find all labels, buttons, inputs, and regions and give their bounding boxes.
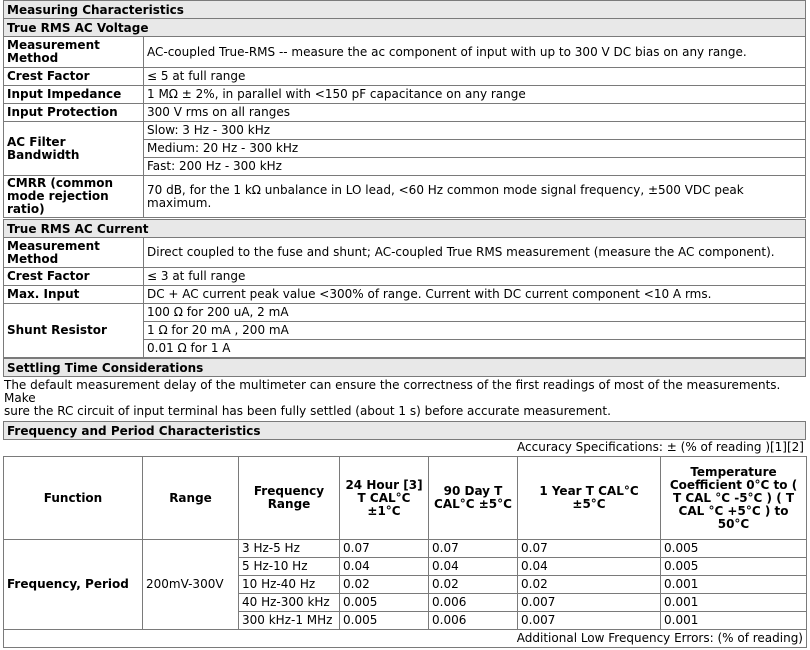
y1-cell: 0.007 <box>518 594 661 612</box>
range-cell: 200mV-300V <box>143 540 239 630</box>
settling-text-line-2: sure the RC circuit of input terminal has been fully settled (about 1 s) before accurate measurement. <box>4 404 611 418</box>
freq-cell: 300 kHz-1 MHz <box>239 612 340 630</box>
temp-cell: 0.001 <box>661 576 807 594</box>
header-temperature-coefficient: Temperature Coefficient 0°C to ( T CAL °C -5°C ) ( T CAL °C +5°C ) to 50°C <box>661 457 807 540</box>
temp-cell: 0.001 <box>661 612 807 630</box>
temp-cell: 0.005 <box>661 558 807 576</box>
header-range: Range <box>143 457 239 540</box>
ac-current-crest-label: Crest Factor <box>4 268 144 286</box>
header-function: Function <box>4 457 143 540</box>
header-24-hour: 24 Hour [3] T CAL°C ±1°C <box>340 457 429 540</box>
section-ac-voltage: True RMS AC Voltage <box>3 18 806 37</box>
ac-voltage-crest-label: Crest Factor <box>4 68 144 86</box>
shunt-r1: 100 Ω for 200 uA, 2 mA <box>144 304 806 322</box>
h24-cell: 0.005 <box>340 612 429 630</box>
section-measuring-characteristics: Measuring Characteristics <box>3 0 806 19</box>
temp-cell: 0.005 <box>661 540 807 558</box>
ac-voltage-impedance-label: Input Impedance <box>4 86 144 104</box>
h24-cell: 0.07 <box>340 540 429 558</box>
ac-voltage-method-label: Measurement Method <box>4 37 144 68</box>
d90-cell: 0.07 <box>429 540 518 558</box>
ac-voltage-method-value: AC-coupled True-RMS -- measure the ac component of input with up to 300 V DC bias on any range. <box>144 37 806 68</box>
d90-cell: 0.04 <box>429 558 518 576</box>
ac-voltage-protection-label: Input Protection <box>4 104 144 122</box>
d90-cell: 0.006 <box>429 594 518 612</box>
ac-filter-medium: Medium: 20 Hz - 300 kHz <box>144 140 806 158</box>
shunt-label: Shunt Resistor <box>4 304 144 358</box>
header-1-year: 1 Year T CAL°C ±5°C <box>518 457 661 540</box>
function-cell: Frequency, Period <box>4 540 143 630</box>
cmrr-label: CMRR (common mode rejection ratio) <box>4 176 144 218</box>
low-frequency-errors-note: Additional Low Frequency Errors: (% of reading) <box>4 630 807 648</box>
ac-current-crest-value: ≤ 3 at full range <box>144 268 806 286</box>
section-frequency: Frequency and Period Characteristics <box>3 421 806 440</box>
h24-cell: 0.02 <box>340 576 429 594</box>
ac-voltage-table <box>3 36 806 218</box>
frequency-table <box>3 456 807 648</box>
accuracy-note: Accuracy Specifications: ± (% of reading )[1][2] <box>517 440 804 454</box>
ac-voltage-impedance-value: 1 MΩ ± 2%, in parallel with <150 pF capacitance on any range <box>144 86 806 104</box>
table-row <box>4 540 807 558</box>
h24-cell: 0.04 <box>340 558 429 576</box>
ac-filter-label: AC Filter Bandwidth <box>4 122 144 176</box>
y1-cell: 0.04 <box>518 558 661 576</box>
section-ac-current: True RMS AC Current <box>3 219 806 238</box>
freq-cell: 40 Hz-300 kHz <box>239 594 340 612</box>
header-frequency-range: Frequency Range <box>239 457 340 540</box>
ac-current-method-label: Measurement Method <box>4 238 144 268</box>
ac-voltage-protection-value: 300 V rms on all ranges <box>144 104 806 122</box>
settling-text-line-1: The default measurement delay of the multimeter can ensure the correctness of the first readings of most of the measurements. Make <box>4 378 781 405</box>
ac-current-table <box>3 237 806 358</box>
d90-cell: 0.006 <box>429 612 518 630</box>
shunt-r2: 1 Ω for 20 mA , 200 mA <box>144 322 806 340</box>
header-90-day: 90 Day T CAL°C ±5°C <box>429 457 518 540</box>
cmrr-value: 70 dB, for the 1 kΩ unbalance in LO lead, <60 Hz common mode signal frequency, ±500 VDC peak maximum. <box>144 176 806 218</box>
section-settling: Settling Time Considerations <box>3 358 806 377</box>
freq-cell: 10 Hz-40 Hz <box>239 576 340 594</box>
temp-cell: 0.001 <box>661 594 807 612</box>
h24-cell: 0.005 <box>340 594 429 612</box>
ac-current-method-value: Direct coupled to the fuse and shunt; AC-coupled True RMS measurement (measure the AC component). <box>144 238 806 268</box>
d90-cell: 0.02 <box>429 576 518 594</box>
max-input-value: DC + AC current peak value <300% of range. Current with DC current component <10 A rms. <box>144 286 806 304</box>
freq-cell: 5 Hz-10 Hz <box>239 558 340 576</box>
ac-filter-slow: Slow: 3 Hz - 300 kHz <box>144 122 806 140</box>
y1-cell: 0.07 <box>518 540 661 558</box>
ac-filter-fast: Fast: 200 Hz - 300 kHz <box>144 158 806 176</box>
y1-cell: 0.02 <box>518 576 661 594</box>
ac-voltage-crest-value: ≤ 5 at full range <box>144 68 806 86</box>
max-input-label: Max. Input <box>4 286 144 304</box>
y1-cell: 0.007 <box>518 612 661 630</box>
freq-cell: 3 Hz-5 Hz <box>239 540 340 558</box>
shunt-r3: 0.01 Ω for 1 A <box>144 340 806 358</box>
